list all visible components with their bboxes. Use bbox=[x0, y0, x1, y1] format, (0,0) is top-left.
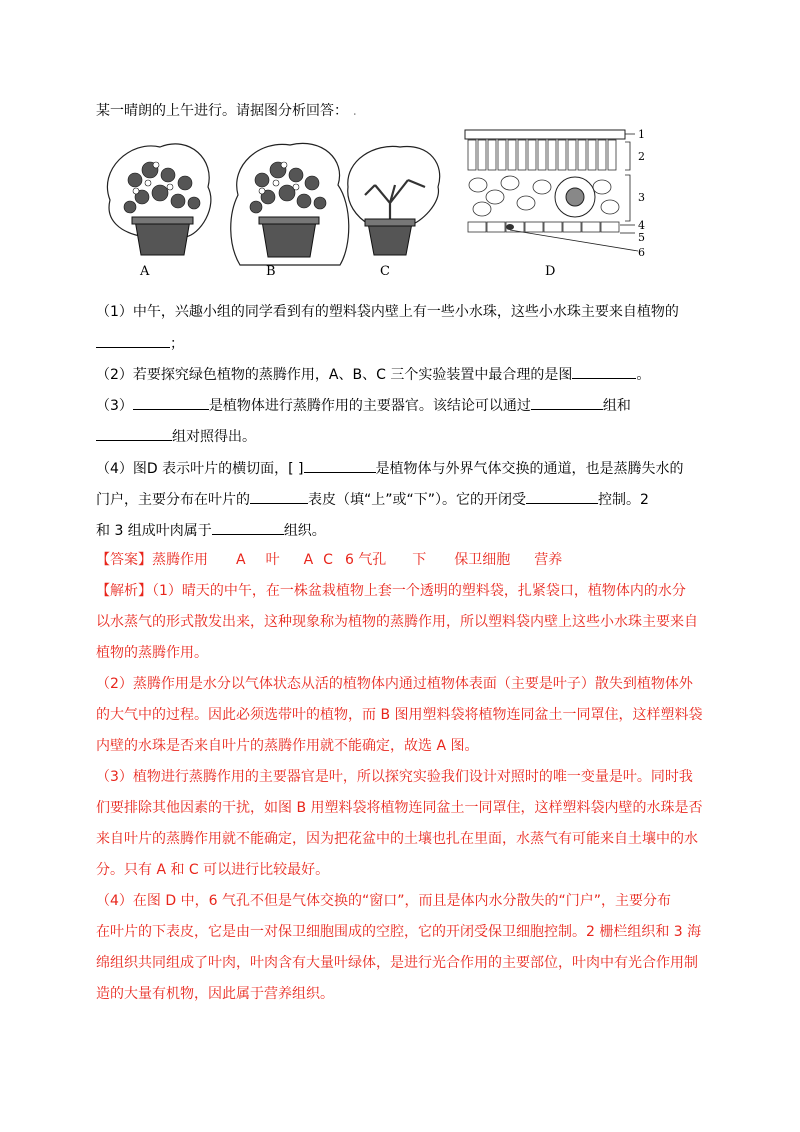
experiment-figure bbox=[90, 125, 690, 285]
analysis-text: 绵组织共同组成了叶肉，叶肉含有大量叶绿体，是进行光合作用的主要部位，叶肉中有光合作用制 bbox=[96, 955, 698, 971]
analysis-p3-l1 bbox=[96, 767, 693, 787]
analysis-text: 植物的蒸腾作用。 bbox=[96, 645, 208, 661]
q4-blank-2[interactable] bbox=[250, 489, 308, 504]
q1-text: （1）中午，兴趣小组的同学看到有的塑料袋内壁上有一些小水珠，这些小水珠主要来自植物的 bbox=[96, 304, 679, 320]
q4-l2-prefix: 门户，主要分布在叶片的 bbox=[96, 492, 250, 508]
label-c: C bbox=[380, 264, 390, 279]
analysis-p4-l4 bbox=[96, 984, 334, 1004]
q4-l2-mid: 表皮（填“上”或“下”）。它的开闭受 bbox=[308, 492, 527, 508]
q2-suffix: 。 bbox=[636, 367, 651, 383]
q2-prefix: （2）若要探究绿色植物的蒸腾作用，A、B、C 三个实验装置中最合理的是图 bbox=[96, 367, 573, 383]
q1-tail: ； bbox=[170, 336, 184, 352]
analysis-p3-l2 bbox=[96, 798, 703, 818]
q4-l2-suffix: 控制。2 bbox=[598, 492, 649, 508]
plant-b-bagged-with-pot bbox=[231, 143, 349, 265]
analysis-text: 造的大量有机物，因此属于营养组织。 bbox=[96, 986, 334, 1002]
q4-l3-suffix: 组织。 bbox=[283, 523, 326, 539]
q4-line2 bbox=[96, 489, 649, 510]
q2-line bbox=[96, 364, 650, 385]
q3-line1 bbox=[96, 395, 631, 416]
answer-item: 6 气孔 bbox=[344, 552, 387, 568]
q4-l1-suffix: 是植物体与外界气体交换的通道，也是蒸腾失水的 bbox=[375, 461, 684, 477]
leaf-cross-section-d bbox=[465, 128, 645, 259]
d-num-5: 5 bbox=[638, 231, 645, 244]
answer-item: 下 bbox=[412, 552, 427, 568]
q1-line2 bbox=[96, 333, 184, 354]
intro-span: 某一晴朗的上午进行。请据图分析回答： bbox=[96, 103, 348, 119]
answer-item: A bbox=[236, 552, 246, 568]
analysis-text: （1）晴天的中午，在一株盆栽植物上套一个透明的塑料袋，扎紧袋口，植物体内的水分 bbox=[152, 583, 686, 599]
analysis-p4-l2 bbox=[96, 922, 701, 942]
analysis-label: 【解析】 bbox=[96, 583, 152, 599]
q3-blank-3[interactable] bbox=[96, 426, 172, 441]
intro-text: 某一晴朗的上午进行。请据图分析回答： . bbox=[96, 103, 357, 119]
q3-mid1: 是植物体进行蒸腾作用的主要器官。该结论可以通过 bbox=[208, 398, 531, 414]
analysis-text: 分。只有 A 和 C 可以进行比较最好。 bbox=[96, 862, 330, 878]
plant-a-bagged bbox=[107, 144, 210, 255]
label-b: B bbox=[266, 264, 276, 279]
answer-item: 保卫细胞 bbox=[454, 552, 511, 568]
analysis-text: 在叶片的下表皮，它是由一对保卫细胞围成的空腔，它的开闭受保卫细胞控制。2 栅栏组织和 3 海 bbox=[96, 924, 702, 940]
q3-blank-2[interactable] bbox=[531, 395, 603, 410]
q4-line3 bbox=[96, 520, 326, 541]
q3-blank-1[interactable] bbox=[133, 395, 209, 410]
analysis-text: 的大气中的过程。因此必须选带叶的植物，而 B 图用塑料袋将植物连同盆土一同罩住，这样塑料袋 bbox=[96, 707, 703, 723]
analysis-p3-l3 bbox=[96, 829, 698, 849]
analysis-p3-l4 bbox=[96, 860, 329, 880]
q4-blank-1[interactable] bbox=[304, 458, 376, 473]
q4-blank-4[interactable] bbox=[212, 520, 284, 535]
q3-line2 bbox=[96, 426, 256, 447]
analysis-p4-l3 bbox=[96, 953, 698, 973]
analysis-p2-l3 bbox=[96, 736, 478, 756]
analysis-p1-l1 bbox=[96, 581, 686, 601]
label-d: D bbox=[545, 264, 556, 279]
analysis-text: 来自叶片的蒸腾作用就不能确定，因为把花盆中的土壤也扎在里面，水蒸气有可能来自土壤中的水 bbox=[96, 831, 698, 847]
q3-tail: 组对照得出。 bbox=[172, 429, 256, 445]
answer-item: 蒸腾作用 bbox=[152, 552, 208, 568]
analysis-text: （4）在图 D 中，6 气孔不但是气体交换的“窗口”，而且是体内水分散失的“门户”，主要分布 bbox=[96, 893, 671, 909]
analysis-text: （3）植物进行蒸腾作用的主要器官是叶，所以探究实验我们设计对照时的唯一变量是叶。同时我 bbox=[96, 769, 693, 785]
q4-l3-prefix: 和 3 组成叶肉属于 bbox=[96, 523, 212, 539]
answer-line bbox=[96, 550, 562, 570]
q4-line1 bbox=[96, 458, 684, 479]
d-num-1: 1 bbox=[638, 128, 645, 141]
analysis-text: 们要排除其他因素的干扰，如图 B 用塑料袋将植物连同盆土一同罩住，这样塑料袋内壁的水珠是否 bbox=[96, 800, 703, 816]
analysis-p4-l1 bbox=[96, 891, 671, 911]
q1-blank[interactable] bbox=[96, 333, 170, 348]
analysis-p2-l2 bbox=[96, 705, 703, 725]
label-a: A bbox=[140, 264, 150, 279]
q4-l1-prefix: （4）图D 表示叶片的横切面，[ ] bbox=[96, 461, 304, 477]
plant-c-leafless-bagged bbox=[348, 146, 440, 255]
analysis-p1-l3 bbox=[96, 643, 208, 663]
d-num-4: 4 bbox=[638, 219, 645, 232]
d-num-6: 6 bbox=[638, 246, 645, 259]
q1-line1 bbox=[96, 302, 679, 322]
answer-item: 营养 bbox=[534, 552, 563, 568]
q3-mid2: 组和 bbox=[602, 398, 631, 414]
answer-label: 【答案】 bbox=[96, 552, 152, 568]
q4-blank-3[interactable] bbox=[526, 489, 598, 504]
answer-item: A bbox=[303, 552, 314, 568]
q2-blank[interactable] bbox=[572, 364, 636, 379]
d-num-2: 2 bbox=[638, 150, 645, 163]
analysis-text: 以水蒸气的形式散发出来，这种现象称为植物的蒸腾作用，所以塑料袋内壁上这些小水珠主要来自 bbox=[96, 614, 698, 630]
analysis-text: 内壁的水珠是否来自叶片的蒸腾作用就不能确定，故选 A 图。 bbox=[96, 738, 479, 754]
analysis-p2-l1 bbox=[96, 674, 693, 694]
answer-item: C bbox=[323, 552, 333, 568]
analysis-p1-l2 bbox=[96, 612, 698, 632]
q3-prefix: （3） bbox=[96, 398, 133, 414]
analysis-text: （2）蒸腾作用是水分以气体状态从活的植物体内通过植物体表面（主要是叶子）散失到植物体外 bbox=[96, 676, 693, 692]
d-num-3: 3 bbox=[638, 191, 645, 204]
answer-item: 叶 bbox=[265, 552, 280, 568]
